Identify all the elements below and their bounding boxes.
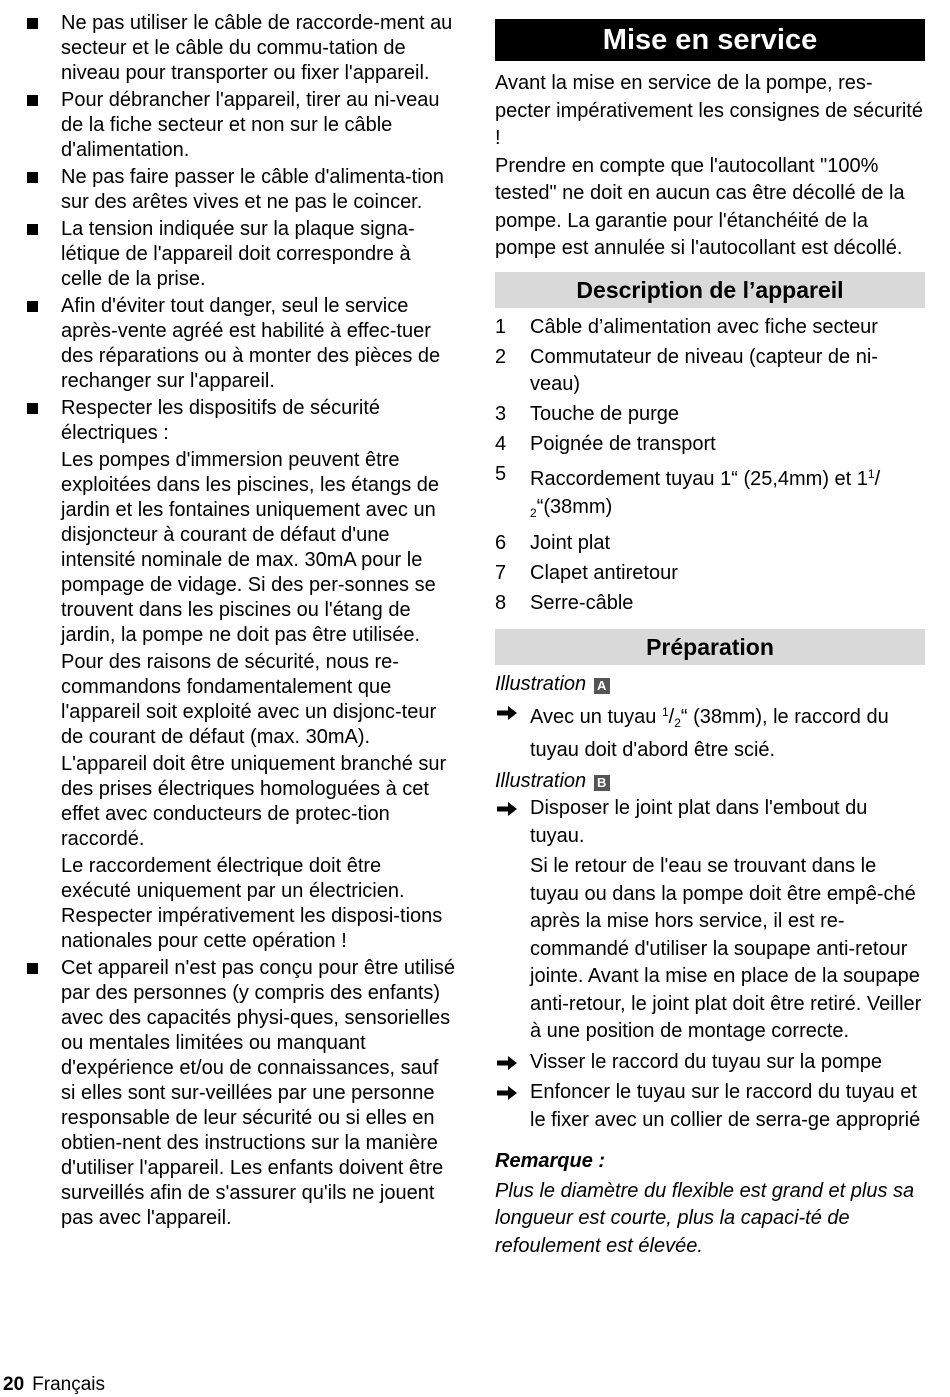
- list-item: [495, 314, 925, 342]
- list-text: Raccordement tuyau 1“ (25,4mm) et 1: [530, 468, 868, 490]
- illustration-text: Illustration: [495, 673, 587, 695]
- fraction-slash: /: [668, 705, 675, 728]
- square-bullet-icon: [27, 963, 38, 974]
- list-text: Commutateur de niveau (capteur de ni-veau): [530, 345, 878, 395]
- list-number: 6: [495, 531, 507, 554]
- list-number: 4: [495, 433, 507, 455]
- left-column: [26, 11, 456, 1233]
- list-item: [495, 344, 925, 399]
- step-text: Disposer le joint plat dans l'embout du tuyau.: [530, 797, 868, 847]
- instruction-step: [495, 1079, 925, 1134]
- section-heading-preparation: Préparation: [495, 629, 925, 665]
- list-text: Poignée de transport: [530, 433, 716, 455]
- list-item: [495, 431, 925, 459]
- parts-list: [495, 314, 925, 618]
- section-heading-mise-en-service: Mise en service: [495, 19, 925, 61]
- bullet-text: La tension indiquée sur la plaque signa-létique de l'appareil doit correspondre à celle de la prise.: [61, 218, 415, 290]
- list-text: Câble d’alimentation avec fiche secteur: [530, 315, 878, 338]
- square-bullet-icon: [27, 95, 38, 106]
- list-text: Touche de purge: [530, 403, 680, 425]
- step-text-part: “ (38mm), le raccord du tuyau doit d'abord être scié.: [530, 705, 889, 761]
- step-text: [530, 699, 925, 765]
- list-text: “(38mm): [536, 495, 613, 518]
- section-heading-description: Description de l’appareil: [495, 272, 925, 308]
- bullet-item: [26, 217, 456, 292]
- fraction-slash: /: [874, 468, 881, 490]
- bullet-item-electrical-safety: [26, 396, 456, 954]
- list-number: 2: [495, 345, 507, 368]
- subscript: 2: [530, 505, 537, 520]
- instruction-step: [495, 1049, 925, 1077]
- square-bullet-icon: [27, 224, 38, 235]
- bullet-paragraph: Les pompes d'immersion peuvent être exploitées dans les piscines, les étangs de jardin et les fontaines uniquement avec un disjoncteur à courant de défaut d'une intensité nominale de max. 30mA pour le pompage de vidage. Si des per-sonnes se trouvent dans les piscines ou l'étang de jardin, la pompe ne doit pas être utilisée.: [61, 449, 440, 646]
- list-number: 7: [495, 561, 507, 584]
- bullet-text: Pour débrancher l'appareil, tirer au ni-veau de la fiche secteur et non sur le câble d'alimentation.: [61, 89, 440, 161]
- list-number: 5: [495, 463, 507, 485]
- bullet-paragraph: Le raccordement électrique doit être exécuté uniquement par un électricien. Respecter impérativement les disposi-tions nationales pour cette opération !: [61, 855, 443, 952]
- arrow-right-icon: [496, 1055, 518, 1071]
- list-text: Joint plat: [530, 531, 611, 554]
- instruction-step: [495, 699, 925, 765]
- bullet-paragraph: Pour des raisons de sécurité, nous re-commandons fondamentalement que l'appareil soit exploité avec un disjonc-teur de courant de défaut (max. 30mA).: [61, 651, 437, 748]
- square-bullet-icon: [27, 301, 38, 312]
- list-text: Serre-câble: [530, 591, 634, 614]
- square-bullet-icon: [27, 403, 38, 414]
- arrow-right-icon: [496, 801, 518, 817]
- illustration-text: Illustration: [495, 769, 587, 792]
- arrow-right-icon: [496, 705, 518, 721]
- step-text: Enfoncer le tuyau sur le raccord du tuyau et le fixer avec un collier de serra-ge approprié: [530, 1081, 921, 1131]
- bullet-item: [26, 88, 456, 163]
- arrow-right-icon: [496, 1085, 518, 1101]
- list-item: [495, 560, 925, 588]
- paragraph: Avant la mise en service de la pompe, res-pecter impérativement les consignes de sécurité !: [495, 72, 923, 149]
- bullet-text: Respecter les dispositifs de sécurité électriques :: [61, 397, 381, 444]
- page-number: 20: [3, 1374, 25, 1395]
- list-item: [495, 590, 925, 618]
- list-number: 3: [495, 403, 507, 425]
- superscript: 1: [867, 467, 875, 481]
- bullet-text: Ne pas utiliser le câble de raccorde-ment au secteur et le câble du commu-tation de niveau pour transporter ou fixer l'appareil.: [61, 12, 453, 84]
- superscript: 1: [661, 704, 669, 719]
- list-item: [495, 530, 925, 558]
- bullet-item: [26, 11, 456, 86]
- step-note: Si le retour de l'eau se trouvant dans le tuyau ou dans la pompe doit être empê-ché après la mise hors service, il est re-commandé d'utiliser la soupape anti-retour jointe. Avant la mise en place de la soupape anti-retour, le joint plat doit être retiré. Veiller à une position de montage correcte.: [530, 855, 922, 1042]
- right-column: [495, 19, 925, 1260]
- list-item: [495, 401, 925, 429]
- remark-text: Plus le diamètre du flexible est grand et plus sa longueur est courte, plus la capaci-té de refoulement est élevée.: [495, 1179, 915, 1257]
- bullet-text: Afin d'éviter tout danger, seul le service après-vente agréé est habilité à effec-tuer des réparations ou à monter des pièces de rechanger sur l'appareil.: [61, 295, 441, 392]
- bullet-text: Cet appareil n'est pas conçu pour être utilisé par des personnes (y compris des enfants) avec des capacités physi-ques, sensorielles ou mentales limitées ou manquant d'expérience et/ou de connaissances, sauf si elles sont sur-veillées par une personne responsable de leur sécurité ou si elles en obtien-nent des instructions sur la manière d'utiliser l'appareil. Les enfants doivent être surveillés afin de s'assurer qu'ils ne jouent pas avec l'appareil.: [61, 957, 456, 1229]
- figure-badge-b: B: [594, 775, 610, 791]
- list-item: [495, 461, 925, 527]
- footer-language: Français: [32, 1374, 105, 1395]
- bullet-item: [26, 165, 456, 215]
- bullet-text: Ne pas faire passer le câble d'alimenta-tion sur des arêtes vives et ne pas le coincer.: [61, 166, 444, 213]
- illustration-label: [495, 671, 925, 699]
- bullet-paragraph: L'appareil doit être uniquement branché sur des prises électriques homologuées à cet effet avec conducteurs de protec-tion raccordé.: [61, 753, 447, 850]
- square-bullet-icon: [27, 18, 38, 29]
- bullet-item: [26, 294, 456, 394]
- bullet-item: [26, 956, 456, 1231]
- step-text-part: Avec un tuyau: [530, 705, 662, 728]
- subscript: 2: [674, 715, 681, 730]
- square-bullet-icon: [27, 172, 38, 183]
- remark-title: Remarque :: [495, 1150, 606, 1172]
- list-number: 8: [495, 591, 507, 614]
- figure-badge-a: A: [594, 678, 610, 694]
- list-number: 1: [495, 315, 507, 338]
- list-text: Clapet antiretour: [530, 561, 678, 584]
- instruction-step: [495, 795, 925, 1046]
- paragraph: Prendre en compte que l'autocollant "100% tested" ne doit en aucun cas être décollé de la pompe. La garantie pour l'étanchéité de la pompe est annulée si l'autocollant est décollé.: [495, 154, 905, 259]
- illustration-label: [495, 768, 925, 796]
- page-footer: [3, 1374, 105, 1396]
- step-text: Visser le raccord du tuyau sur la pompe: [530, 1050, 883, 1073]
